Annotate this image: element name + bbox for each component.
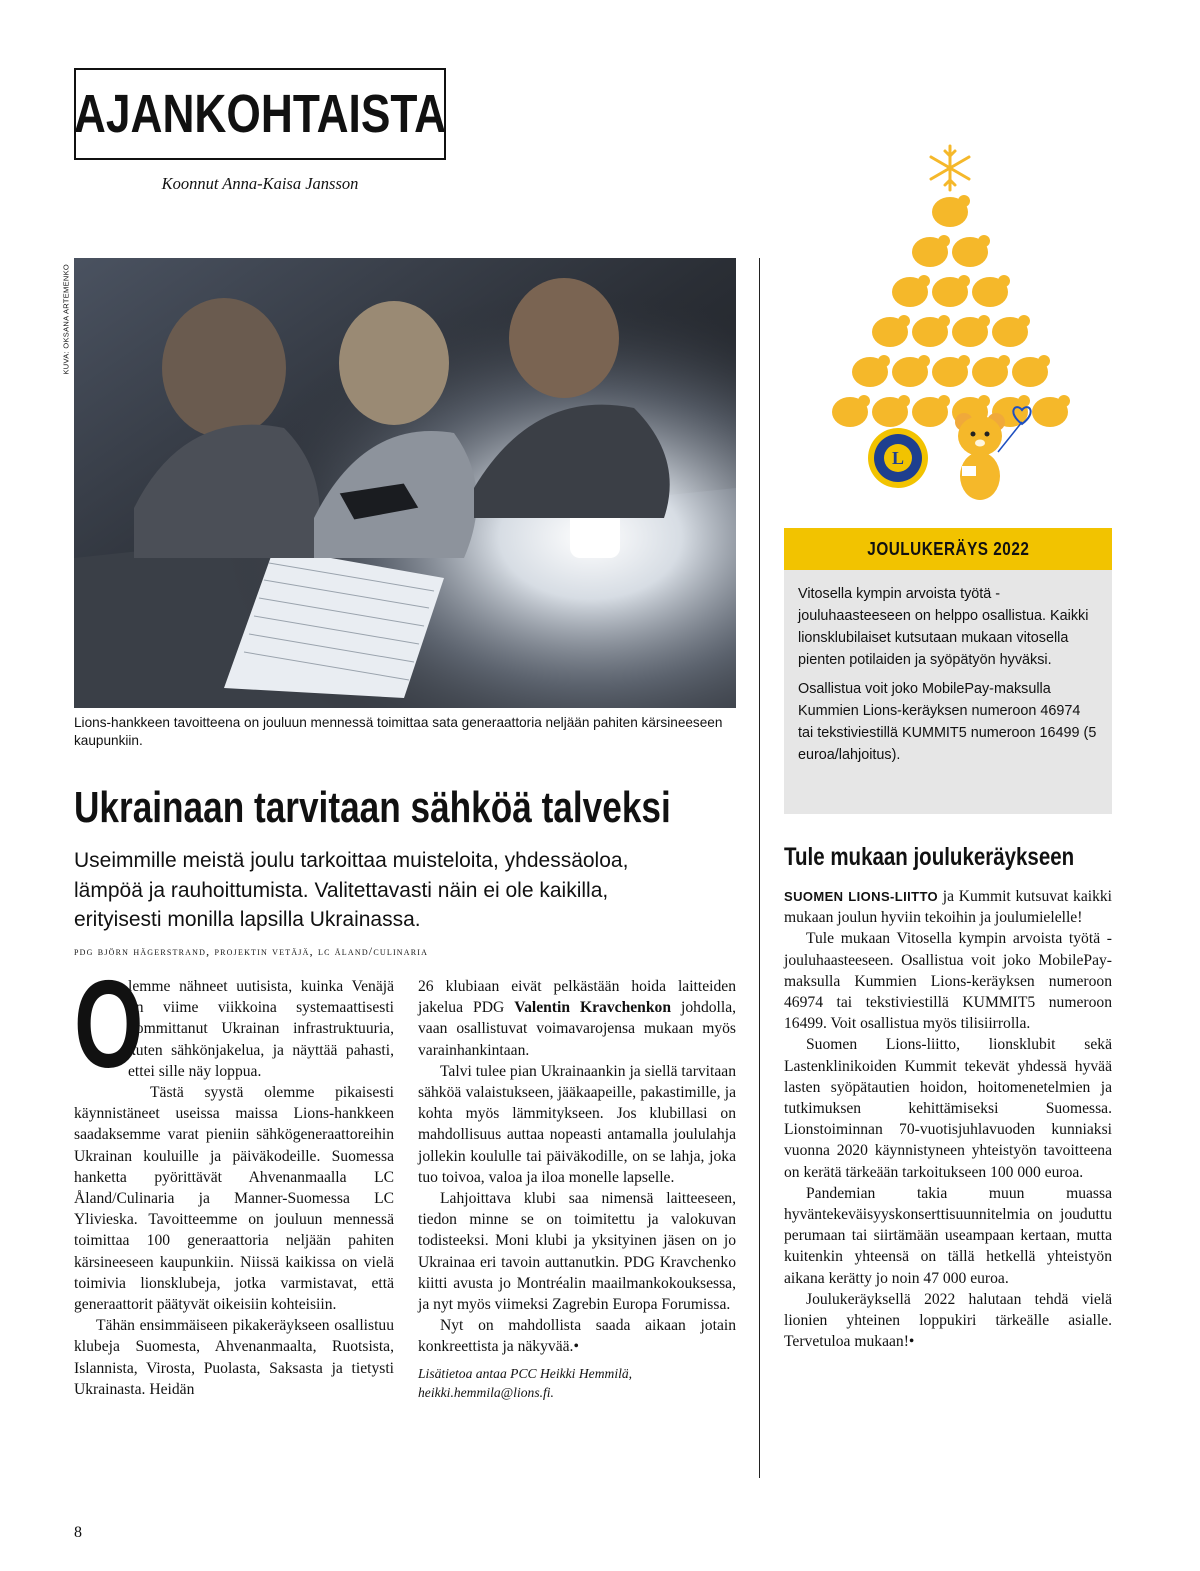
tree-ornament xyxy=(1032,395,1070,427)
page-number: 8 xyxy=(74,1524,82,1541)
tree-ornament xyxy=(852,355,890,387)
svg-text:L: L xyxy=(891,448,905,468)
article-lead: Useimmille meistä joulu tarkoittaa muisteloita, yhdessäoloa, lämpöä ja rauhoittumista. Valitettavasti näin ei ole kaikilla, erityisesti monilla lapsilla Ukrainassa. xyxy=(74,849,629,931)
paragraph-4-text-b: johdolla, vaan osallistuvat voimavarojensa mukaan myös varainhankintaan. xyxy=(418,999,737,1059)
article-byline: pdg björn hägerstrand, projektin vetäjä, lc åland/culinaria xyxy=(74,944,429,958)
paragraph-7: Nyt on mahdollista saada aikaan jotain konkreettista ja näkyvää.• xyxy=(418,1317,736,1356)
paragraph-2: Tästä syystä olemme pikaisesti käynnistäneet useissa maissa Lions-hankkeen saadaksemme varat pieniin sähkögeneraattoreihin Ukrainan kouluille ja päiväkodeille. Suomessa hanketta pyörittävät Ahvenanmaalla LC Åland/Culinaria ja Manner-Suomessa LC Ylivieska. Tavoitteemme on jouluun mennessä toimittaa 100 generaattoria neljään pahiten kärsineeseen kaupunkiin. Niissä kaikissa on vielä toimivia lionsklubeja, jotka varmistavat, että generaattorit päätyvät oikeisiin kohteisiin. xyxy=(74,1084,394,1314)
paragraph-3: Tähän ensimmäiseen pikakeräykseen osallistuu klubeja Suomesta, Ahvenanmaalta, Ruotsista, Islannista, Virosta, Puolasta, Saksasta ja tietysti Ukrainasta. Heidän xyxy=(74,1317,394,1398)
paragraph-1-text: lemme nähneet uutisista, kuinka Venäjä on viime viikkoina systemaattisesti pommittanut Ukrainan infrastruktuuria, kuten sähkönjakelua, ja näyttää pahasti, ettei sille näy loppua. xyxy=(128,978,394,1080)
column-divider xyxy=(759,258,760,1478)
photo-caption: Lions-hankkeen tavoitteena on jouluun mennessä toimittaa sata generaattoria neljään pahiten kärsineeseen kaupunkiin. xyxy=(74,715,723,748)
article-column-1 xyxy=(74,956,394,1400)
tree-ornament xyxy=(872,315,910,347)
fundraiser-info-box xyxy=(784,528,1112,814)
paragraph-4 xyxy=(418,976,736,1061)
sidebar-headline: Tule mukaan joulukeräykseen xyxy=(784,843,1075,871)
tree-ornament xyxy=(892,355,930,387)
tree-graphic xyxy=(820,140,1110,510)
teddy-bear-icon xyxy=(955,407,1031,500)
paragraph-1 xyxy=(74,956,394,1094)
sidebar-paragraph-1 xyxy=(784,886,1112,928)
info-box-paragraph-2: Osallistua voit joko MobilePay-maksulla Kummien Lions-keräyksen numeroon 46974 tai tekstiviestillä KUMMIT5 numeroon 16499 (5 euroa/lahjoitus). xyxy=(798,681,1097,763)
paragraph-5: Talvi tulee pian Ukrainaankin ja siellä tarvitaan sähköä valaistukseen, jääkaapeille, pakastimille, ja kohta myös lämmitykseen. Jos klubillasi on mahdollisuus auttaa nopeasti antamalla joululahja jollekin koululle tai päiväkodille, on se lahja, joka tuo toivoa, valoa ja iloa monelle lapselle. xyxy=(418,1062,736,1186)
person-name: Valentin Kravchenkon xyxy=(514,999,671,1017)
article-headline: Ukrainaan tarvitaan sähköä talveksi xyxy=(74,783,671,832)
info-box-title-bar xyxy=(784,528,1112,570)
info-box-title: JOULUKERÄYS 2022 xyxy=(866,538,1030,559)
sidebar-paragraph-3: Suomen Lions-liitto, lionsklubit sekä Lastenklinikoiden Kummit tekevät yhdessä hyvää lasten syöpätautien hoidon, hoitomenetelmien ja tutkimuksen kehittämiseksi Suomessa. Lionstoiminnan 70-vuotisjuhlavuoden kunniaksi vuonna 2020 käynnistyneen yhteistyön tavoitteena on kerätä tärkeään tarkoitukseen 100 000 euroa. xyxy=(784,1036,1112,1181)
christmas-tree-illustration xyxy=(820,140,1110,510)
tree-ornament xyxy=(1012,355,1050,387)
tree-ornament xyxy=(992,315,1030,347)
snowflake-icon xyxy=(931,146,969,190)
tree-ornament xyxy=(932,355,970,387)
sidebar-lead-in: SUOMEN LIONS-LIITTO xyxy=(784,889,939,904)
tree-ornament xyxy=(912,315,950,347)
sidebar-paragraph-2: Tule mukaan Vitosella kympin arvoista työtä -jouluhaasteeseen. Osallistua voit joko MobilePay-maksulla Kummien Lions-keräyksen numeroon 46974 tai tekstiviestillä KUMMIT5 numeroon 16499. Voit osallistua myös tilisiirrolla. xyxy=(784,930,1112,1033)
contact-note: Lisätietoa antaa PCC Heikki Hemmilä, heikki.hemmila@lions.fi. xyxy=(418,1365,633,1400)
drop-cap: O xyxy=(74,956,144,1094)
sidebar-paragraph-1-text: ja Kummit kutsuvat kaikki mukaan joulun hyviin tekoihin ja joulumielelle! xyxy=(784,888,1113,927)
photo-illustration xyxy=(74,258,736,708)
article-column-2 xyxy=(418,976,736,1402)
article-photo xyxy=(74,258,736,708)
sidebar-column xyxy=(784,886,1112,1352)
tree-ornament xyxy=(912,395,950,427)
sidebar-paragraph-5: Joulukeräyksellä 2022 halutaan tehdä vielä lionien yhteinen loppukiri tärkeälle asialle. Tervetuloa mukaan!• xyxy=(784,1290,1112,1351)
info-box-paragraph-1: Vitosella kympin arvoista työtä -jouluhaasteeseen on helppo osallistua. Kaikki lionsklubilaiset kutsutaan mukaan vitosella pienten potilaiden ja syöpätyön hyväksi. xyxy=(798,586,1089,668)
tree-ornament xyxy=(932,275,970,307)
photo-credit xyxy=(60,258,74,378)
photo-credit-text: KUVA: OKSANA ARTEMENKO xyxy=(61,263,71,375)
paragraph-6: Lahjoittava klubi saa nimensä laitteeseen, tiedon minne se on toimitettu ja valokuvan todisteeksi. Moni klubi ja yksityinen jäsen on jo Ukrainaa eri tavoin auttanutkin. PDG Kravchenko kiitti avusta jo Montréalin maailmankokouksessa, ja nyt myös viimeksi Zagrebin Europa Forumissa. xyxy=(418,1190,736,1314)
tree-ornament xyxy=(952,315,990,347)
lions-logo-icon xyxy=(868,428,928,488)
section-title: AJANKOHTAISTA xyxy=(73,84,447,144)
info-box-body xyxy=(784,570,1112,766)
tree-ornament xyxy=(912,235,950,267)
tree-ornament xyxy=(952,235,990,267)
tree-ornament xyxy=(972,275,1010,307)
tree-ornament xyxy=(972,355,1010,387)
tree-ornament xyxy=(892,275,930,307)
compiler-credit: Koonnut Anna-Kaisa Jansson xyxy=(161,174,359,193)
tree-ornament xyxy=(832,395,870,427)
tree-ornament xyxy=(872,395,910,427)
section-header-box xyxy=(74,68,446,160)
sidebar-paragraph-4: Pandemian takia muun muassa hyväntekeväisyyskonserttisuunnitelmia on jouduttu perumaan tai siirtämään useampaan kertaan, mutta kuitenkin yhteensä on tällä hetkellä yhteistyön aikana kerätty jo noin 47 000 euroa. xyxy=(784,1184,1112,1287)
tree-ornament xyxy=(932,195,970,227)
paragraph-4-text-a: 26 klubiaan eivät pelkästään hoida laitteiden jakelua PDG xyxy=(418,978,736,1017)
